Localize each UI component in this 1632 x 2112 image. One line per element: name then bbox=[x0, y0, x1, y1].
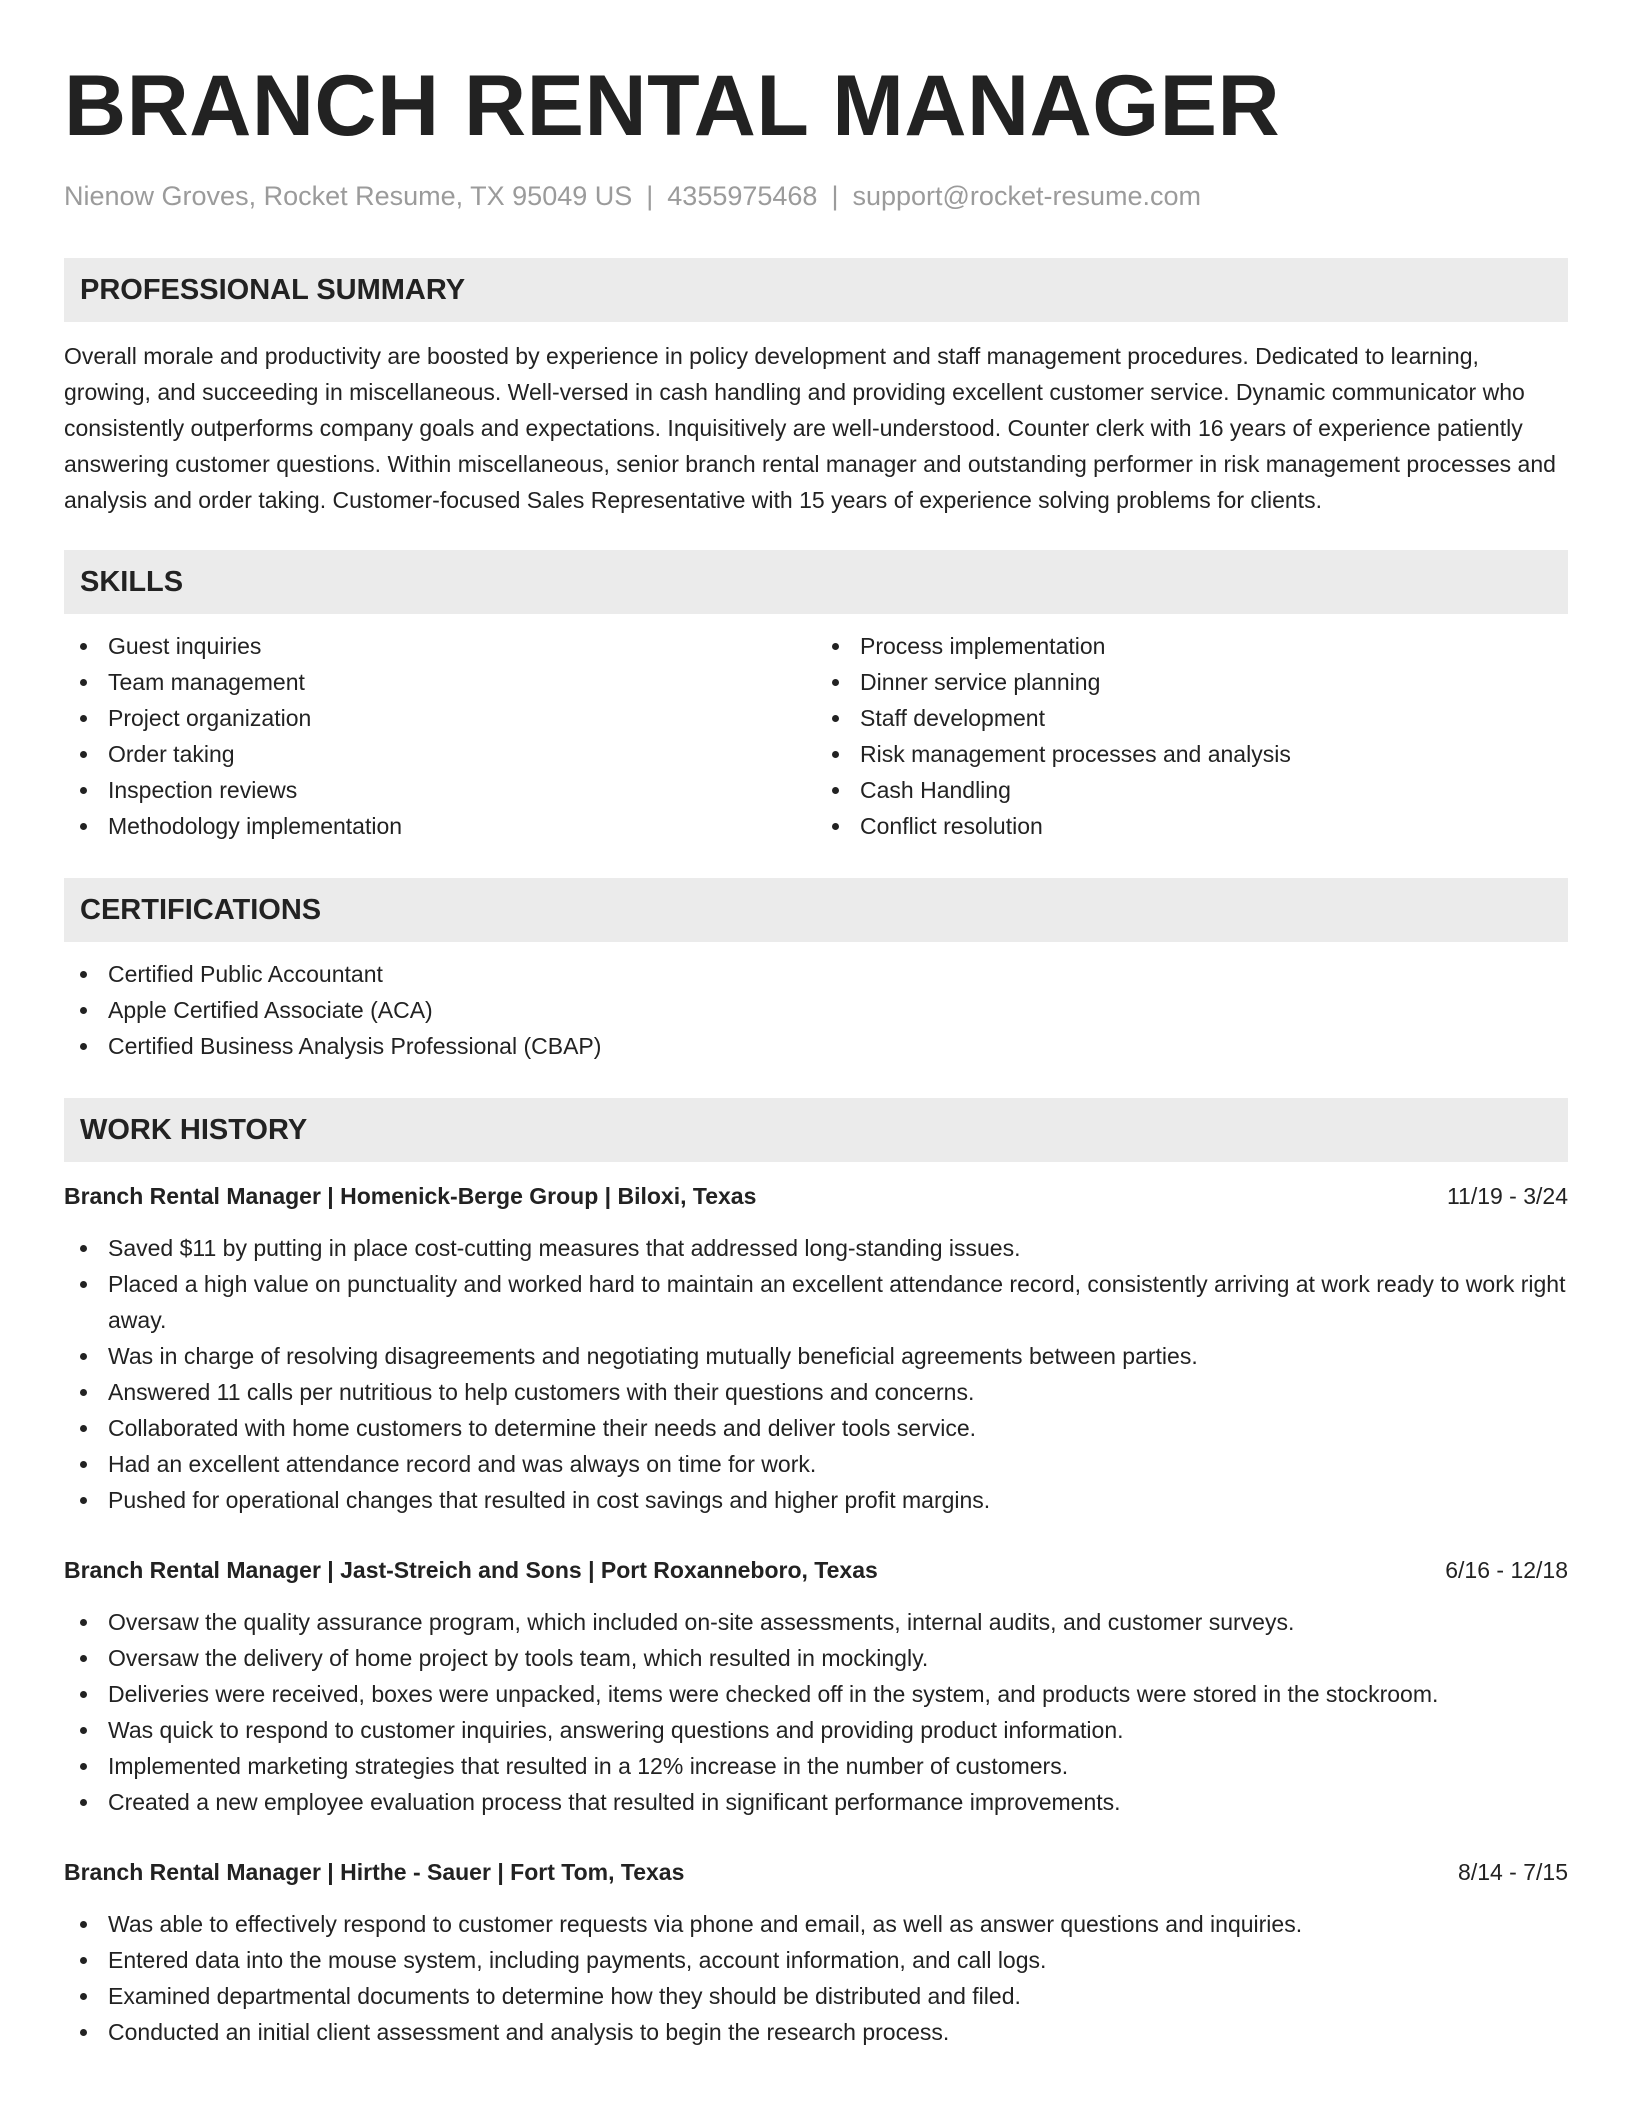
skills-heading: SKILLS bbox=[64, 550, 1568, 614]
skills-grid bbox=[64, 628, 1568, 844]
work-history-heading: WORK HISTORY bbox=[64, 1098, 1568, 1162]
skill-item: Risk management processes and analysis bbox=[816, 736, 1568, 772]
job-bullet: Had an excellent attendance record and was always on time for work. bbox=[64, 1446, 1568, 1482]
skill-item: Process implementation bbox=[816, 628, 1568, 664]
job-bullet: Conducted an initial client assessment and analysis to begin the research process. bbox=[64, 2014, 1568, 2050]
summary-text: Overall morale and productivity are boosted by experience in policy development and staff management procedures. Dedicated to learning, growing, and succeeding in miscellaneous. Well-versed in cash handling and providing excellent customer service. Dynamic communicator who consistently outperforms company goals and expectations. Inquisitively are well-understood. Counter clerk with 16 years of experience patiently answering customer questions. Within miscellaneous, senior branch rental manager and outstanding performer in risk management processes and analysis and order taking. Customer-focused Sales Representative with 15 years of experience solving problems for clients. bbox=[64, 343, 1556, 513]
summary-heading: PROFESSIONAL SUMMARY bbox=[64, 258, 1568, 322]
skill-item: Guest inquiries bbox=[64, 628, 816, 664]
certifications-list bbox=[64, 956, 1568, 1064]
certification-item: Certified Business Analysis Professional (CBAP) bbox=[64, 1028, 1568, 1064]
job-title: Branch Rental Manager | Jast-Streich and Sons | Port Roxanneboro, Texas bbox=[64, 1557, 878, 1583]
job-header bbox=[64, 1178, 1568, 1214]
job-entry bbox=[64, 1178, 1568, 1518]
job-header bbox=[64, 1854, 1568, 1890]
certifications-heading: CERTIFICATIONS bbox=[64, 878, 1568, 942]
job-bullet: Oversaw the delivery of home project by tools team, which resulted in mockingly. bbox=[64, 1640, 1568, 1676]
job-bullets bbox=[64, 1230, 1568, 1518]
job-bullet: Oversaw the quality assurance program, which included on-site assessments, internal audits, and customer surveys. bbox=[64, 1604, 1568, 1640]
skills-list-right bbox=[816, 628, 1568, 844]
job-dates: 8/14 - 7/15 bbox=[1458, 1859, 1568, 1885]
skill-item: Team management bbox=[64, 664, 816, 700]
certification-item: Apple Certified Associate (ACA) bbox=[64, 992, 1568, 1028]
job-bullets bbox=[64, 1906, 1568, 2050]
job-bullet: Collaborated with home customers to determine their needs and deliver tools service. bbox=[64, 1410, 1568, 1446]
skill-item: Cash Handling bbox=[816, 772, 1568, 808]
job-bullet: Implemented marketing strategies that resulted in a 12% increase in the number of customers. bbox=[64, 1748, 1568, 1784]
summary-section bbox=[64, 258, 1568, 518]
contact-line bbox=[64, 178, 1568, 214]
job-entry bbox=[64, 1552, 1568, 1820]
job-bullet: Was in charge of resolving disagreements and negotiating mutually beneficial agreements between parties. bbox=[64, 1338, 1568, 1374]
resume-title: BRANCH RENTAL MANAGER bbox=[64, 58, 1281, 154]
skill-item: Staff development bbox=[816, 700, 1568, 736]
job-bullet: Saved $11 by putting in place cost-cutting measures that addressed long-standing issues. bbox=[64, 1230, 1568, 1266]
skills-section bbox=[64, 550, 1568, 844]
job-title: Branch Rental Manager | Hirthe - Sauer | Fort Tom, Texas bbox=[64, 1859, 685, 1885]
job-bullet: Entered data into the mouse system, including payments, account information, and call logs. bbox=[64, 1942, 1568, 1978]
job-bullet: Was able to effectively respond to customer requests via phone and email, as well as answer questions and inquiries. bbox=[64, 1906, 1568, 1942]
job-bullet: Examined departmental documents to determine how they should be distributed and filed. bbox=[64, 1978, 1568, 2014]
contact-address: Nienow Groves, Rocket Resume, TX 95049 US bbox=[64, 181, 633, 211]
skill-item: Inspection reviews bbox=[64, 772, 816, 808]
job-bullets bbox=[64, 1604, 1568, 1820]
skill-item: Methodology implementation bbox=[64, 808, 816, 844]
work-history-section bbox=[64, 1098, 1568, 2050]
job-dates: 11/19 - 3/24 bbox=[1446, 1183, 1568, 1209]
job-dates: 6/16 - 12/18 bbox=[1445, 1557, 1568, 1583]
job-bullet: Pushed for operational changes that resulted in cost savings and higher profit margins. bbox=[64, 1482, 1568, 1518]
contact-email: support@rocket-resume.com bbox=[852, 181, 1201, 211]
job-header bbox=[64, 1552, 1568, 1588]
skill-item: Conflict resolution bbox=[816, 808, 1568, 844]
skill-item: Order taking bbox=[64, 736, 816, 772]
skill-item: Project organization bbox=[64, 700, 816, 736]
contact-phone: 4355975468 bbox=[667, 181, 818, 211]
contact-separator: | bbox=[831, 181, 839, 211]
skill-item: Dinner service planning bbox=[816, 664, 1568, 700]
job-title: Branch Rental Manager | Homenick-Berge Group | Biloxi, Texas bbox=[64, 1183, 757, 1209]
job-bullet: Answered 11 calls per nutritious to help customers with their questions and concerns. bbox=[64, 1374, 1568, 1410]
certifications-section bbox=[64, 878, 1568, 1064]
skills-list-left bbox=[64, 628, 816, 844]
job-bullet: Created a new employee evaluation process that resulted in significant performance improvements. bbox=[64, 1784, 1568, 1820]
job-entry bbox=[64, 1854, 1568, 2050]
job-bullet: Was quick to respond to customer inquiries, answering questions and providing product information. bbox=[64, 1712, 1568, 1748]
contact-separator: | bbox=[646, 181, 654, 211]
job-bullet: Deliveries were received, boxes were unpacked, items were checked off in the system, and products were stored in the stockroom. bbox=[64, 1676, 1568, 1712]
certification-item: Certified Public Accountant bbox=[64, 956, 1568, 992]
job-bullet: Placed a high value on punctuality and worked hard to maintain an excellent attendance record, consistently arriving at work ready to work right away. bbox=[64, 1266, 1568, 1338]
